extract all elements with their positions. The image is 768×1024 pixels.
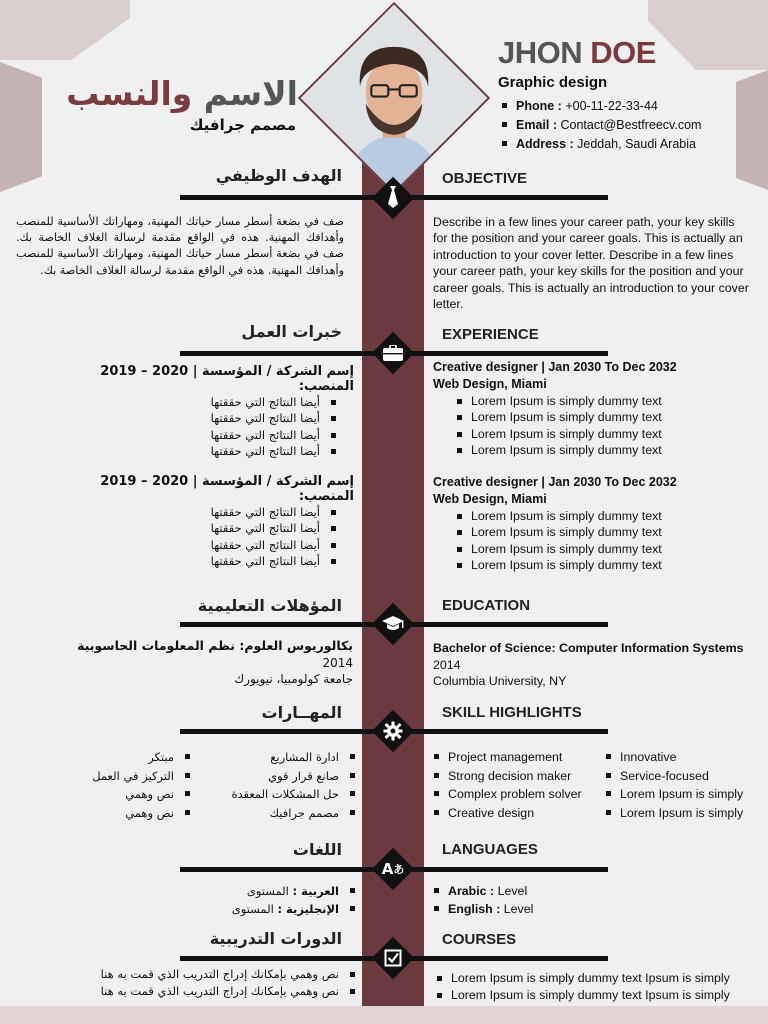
- en-name: [498, 34, 656, 72]
- job-en-heading: Creative designer | Jan 2030 To Dec 2032: [433, 360, 677, 374]
- list-item: أيضا النتائج التي حققتها: [40, 537, 336, 553]
- list-item: English : Level: [434, 900, 684, 918]
- skills-en-col2: [606, 748, 766, 822]
- corner-top-left: [0, 0, 130, 60]
- contact-list: [502, 97, 701, 154]
- corner-right-panel: [736, 70, 768, 190]
- list-item: ادارة المشاريع: [190, 748, 355, 767]
- year-ar: 2014: [322, 655, 353, 670]
- languages-title-en: LANGUAGES: [442, 841, 538, 858]
- ar-name-last: والنسب: [66, 74, 193, 113]
- list-item: Lorem Ipsum is simply: [606, 804, 766, 823]
- skills-ar-col1: [190, 748, 355, 822]
- list-item: العربية : المستوى: [160, 882, 355, 900]
- briefcase-icon: [371, 331, 415, 375]
- job-ar-position: المنصب:: [298, 379, 354, 394]
- list-item: Lorem Ipsum is simply dummy text Ipsum is simply: [437, 987, 757, 1004]
- list-item: أيضا النتائج التي حققتها: [40, 410, 336, 426]
- list-item: Lorem Ipsum is simply dummy text: [457, 524, 753, 540]
- objective-text-ar: صف في بضعة أسطر مسار حياتك المهنية، ومهاراتك الأساسية للمنصب وأهدافك المهنية. هذه في الواقع مقدمة لرسالة الغلاف الخاصة بك. صف في بضعة أسطر مسار حياتك المهنية، ومهاراتك الأساسية للمنصب وأهدافك المهنية. هذه في الواقع مقدمة لرسالة الغلاف الخاصة بك.: [16, 215, 344, 277]
- languages-en: [434, 882, 684, 918]
- list-item: Lorem Ipsum is simply dummy text: [457, 557, 753, 573]
- job-en-heading: Creative designer | Jan 2030 To Dec 2032: [433, 475, 677, 489]
- school-en: Columbia University, NY: [433, 674, 567, 688]
- job-en-company: Web Design, Miami: [433, 377, 547, 391]
- list-item: Lorem Ipsum is simply dummy text: [457, 508, 753, 524]
- courses-ar: [30, 966, 355, 1000]
- list-item: أيضا النتائج التي حققتها: [40, 553, 336, 569]
- list-item: نص وهمي: [40, 804, 190, 823]
- list-item: نص وهمي: [40, 785, 190, 804]
- bottom-strip: [0, 1006, 768, 1024]
- tie-icon: [371, 175, 415, 219]
- translate-icon: A あ: [381, 860, 405, 878]
- job-en-company: Web Design, Miami: [433, 492, 547, 506]
- list-item: Lorem Ipsum is simply dummy text: [457, 393, 753, 409]
- job-ar-heading: إسم الشركة / المؤسسة | 2020 – 2019: [100, 474, 354, 489]
- list-item: نص وهمي بإمكانك إدراج التدريب الذي قمت به هنا: [30, 983, 355, 1000]
- list-item: أيضا النتائج التي حققتها: [40, 394, 336, 410]
- education-ar: [30, 638, 353, 688]
- list-item: صانع قرار قوي: [190, 767, 355, 786]
- list-item: نص وهمي بإمكانك إدراج التدريب الذي قمت به هنا: [30, 966, 355, 983]
- list-item: Strong decision maker: [434, 767, 602, 786]
- center-spine: [362, 150, 424, 1024]
- languages-ar: [160, 882, 355, 918]
- graduation-cap-icon: [371, 602, 415, 646]
- list-item: Project management: [434, 748, 602, 767]
- ar-name: [40, 72, 298, 116]
- list-item: Lorem Ipsum is simply dummy text: [457, 442, 753, 458]
- degree-en: Bachelor of Science: Computer Information Systems: [433, 641, 744, 655]
- job-ar-1: [40, 364, 354, 460]
- corner-left-panel: [0, 62, 42, 192]
- gear-icon: [371, 709, 415, 753]
- objective-title-en: OBJECTIVE: [442, 170, 528, 187]
- list-item: Innovative: [606, 748, 766, 767]
- list-item: Creative design: [434, 804, 602, 823]
- education-title-ar: المؤهلات التعليمية: [197, 596, 342, 615]
- job-ar-heading: إسم الشركة / المؤسسة | 2020 – 2019: [100, 364, 354, 379]
- list-item: أيضا النتائج التي حققتها: [40, 443, 336, 459]
- contact-phone: Phone : +00-11-22-33-44: [502, 97, 701, 116]
- courses-title-ar: الدورات التدريبية: [209, 929, 342, 948]
- list-item: Service-focused: [606, 767, 766, 786]
- corner-top-right: [648, 0, 768, 70]
- experience-title-ar: خبرات العمل: [241, 322, 342, 341]
- objective-title-ar: الهدف الوظيفي: [215, 166, 342, 185]
- list-item: حل المشكلات المعقدة: [190, 785, 355, 804]
- list-item: أيضا النتائج التي حققتها: [40, 427, 336, 443]
- experience-title-en: EXPERIENCE: [442, 326, 539, 343]
- objective-text-en: Describe in a few lines your career path, your key skills for the position and your career goals. This is actually an introduction to your cover letter. Describe in a few lines your career path, your key skills for the position and your career goals. This is actually an introduction to your cover letter.: [433, 215, 749, 312]
- list-item: الإنجليزية : المستوى: [160, 900, 355, 918]
- list-item: أيضا النتائج التي حققتها: [40, 520, 336, 536]
- contact-address: Address : Jeddah, Saudi Arabia: [502, 135, 701, 154]
- en-job-title: Graphic design: [498, 74, 608, 91]
- list-item: أيضا النتائج التي حققتها: [40, 504, 336, 520]
- skills-title-ar: المهــارات: [261, 703, 342, 722]
- ar-name-first: الاسم: [203, 74, 298, 113]
- school-ar: جامعة كولومبيا، نيويورك: [234, 672, 353, 686]
- courses-en: [437, 970, 757, 1004]
- list-item: Lorem Ipsum is simply dummy text Ipsum is simply: [437, 970, 757, 987]
- contact-email: Email : Contact@Bestfreecv.com: [502, 116, 701, 135]
- list-item: مبتكر: [40, 748, 190, 767]
- education-en: [433, 640, 753, 690]
- en-name-last: DOE: [590, 35, 656, 70]
- list-item: Complex problem solver: [434, 785, 602, 804]
- list-item: Lorem Ipsum is simply dummy text: [457, 541, 753, 557]
- skills-ar-col2: [40, 748, 190, 822]
- list-item: مصمم جرافيك: [190, 804, 355, 823]
- list-item: Lorem Ipsum is simply dummy text: [457, 426, 753, 442]
- job-ar-2: [40, 474, 354, 570]
- year-en: 2014: [433, 657, 461, 672]
- job-en-1: [433, 359, 753, 459]
- education-title-en: EDUCATION: [442, 597, 531, 614]
- ar-job-title: مصمم جرافيك: [189, 116, 296, 134]
- list-item: Arabic : Level: [434, 882, 684, 900]
- skills-en-col1: [434, 748, 602, 822]
- en-name-first: JHON: [498, 35, 583, 70]
- list-item: Lorem Ipsum is simply: [606, 785, 766, 804]
- list-item: Lorem Ipsum is simply dummy text: [457, 409, 753, 425]
- job-en-2: [433, 474, 753, 574]
- courses-title-en: COURSES: [442, 931, 517, 948]
- list-item: التركيز في العمل: [40, 767, 190, 786]
- checkbox-icon: [371, 936, 415, 980]
- job-ar-position: المنصب:: [298, 489, 354, 504]
- skills-title-en: SKILL HIGHLIGHTS: [442, 704, 582, 721]
- degree-ar: بكالوريوس العلوم: نظم المعلومات الحاسوبية: [77, 638, 353, 653]
- languages-title-ar: اللغات: [292, 840, 342, 859]
- avatar: [300, 4, 487, 191]
